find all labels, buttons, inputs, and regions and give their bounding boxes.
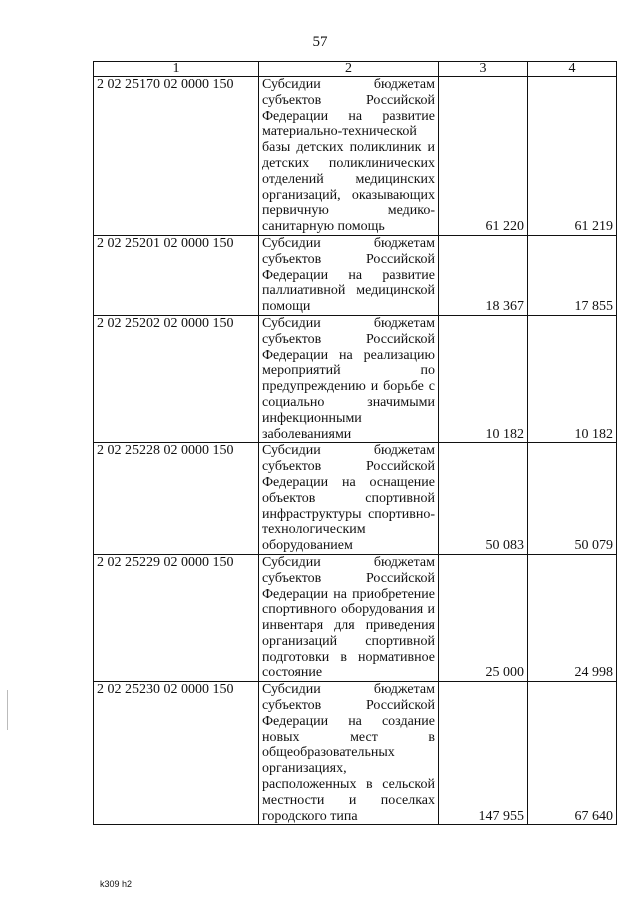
subsidy-description: Субсидии бюджетам субъектов Российской Федерации на оснащение объектов спортивной инфраструктуры спортивно-технологическим оборудованием [259, 443, 439, 555]
table-row [94, 554, 617, 681]
budget-code: 2 02 25230 02 0000 150 [94, 682, 259, 825]
amount-col3: 18 367 [439, 235, 528, 315]
table-row [94, 315, 617, 442]
table-row [94, 77, 617, 236]
column-header-2: 2 [259, 62, 439, 77]
amount-col3: 50 083 [439, 443, 528, 555]
table-header-row [94, 62, 617, 77]
subsidy-description: Субсидии бюджетам субъектов Российской Федерации на развитие материально-технической базы детских поликлиник и детских поликлинических отделений медицинских организаций, оказывающих первичную медико-санитарную помощь [259, 77, 439, 236]
column-header-1: 1 [94, 62, 259, 77]
amount-col3: 147 955 [439, 682, 528, 825]
table-row [94, 443, 617, 555]
scan-edge-mark [7, 690, 8, 730]
budget-table [93, 61, 617, 825]
subsidy-description: Субсидии бюджетам субъектов Российской Федерации на реализацию мероприятий по предупреждению и борьбе с социально значимыми инфекционными заболеваниями [259, 315, 439, 442]
budget-code: 2 02 25170 02 0000 150 [94, 77, 259, 236]
budget-code: 2 02 25229 02 0000 150 [94, 554, 259, 681]
table-row [94, 682, 617, 825]
budget-code: 2 02 25202 02 0000 150 [94, 315, 259, 442]
budget-code: 2 02 25228 02 0000 150 [94, 443, 259, 555]
page-number: 57 [312, 34, 328, 50]
amount-col3: 10 182 [439, 315, 528, 442]
column-header-3: 3 [439, 62, 528, 77]
subsidy-description: Субсидии бюджетам субъектов Российской Федерации на создание новых мест в общеобразовательных организациях, расположенных в сельской местности и поселках городского типа [259, 682, 439, 825]
footer-code: k309 h2 [100, 879, 133, 889]
amount-col4: 10 182 [528, 315, 617, 442]
amount-col4: 24 998 [528, 554, 617, 681]
amount-col4: 61 219 [528, 77, 617, 236]
subsidy-description: Субсидии бюджетам субъектов Российской Федерации на приобретение спортивного оборудования и инвентаря для приведения организаций спортивной подготовки в нормативное состояние [259, 554, 439, 681]
amount-col3: 61 220 [439, 77, 528, 236]
amount-col4: 50 079 [528, 443, 617, 555]
amount-col4: 17 855 [528, 235, 617, 315]
amount-col3: 25 000 [439, 554, 528, 681]
amount-col4: 67 640 [528, 682, 617, 825]
table-row [94, 235, 617, 315]
subsidy-description: Субсидии бюджетам субъектов Российской Федерации на развитие паллиативной медицинской помощи [259, 235, 439, 315]
budget-code: 2 02 25201 02 0000 150 [94, 235, 259, 315]
column-header-4: 4 [528, 62, 617, 77]
